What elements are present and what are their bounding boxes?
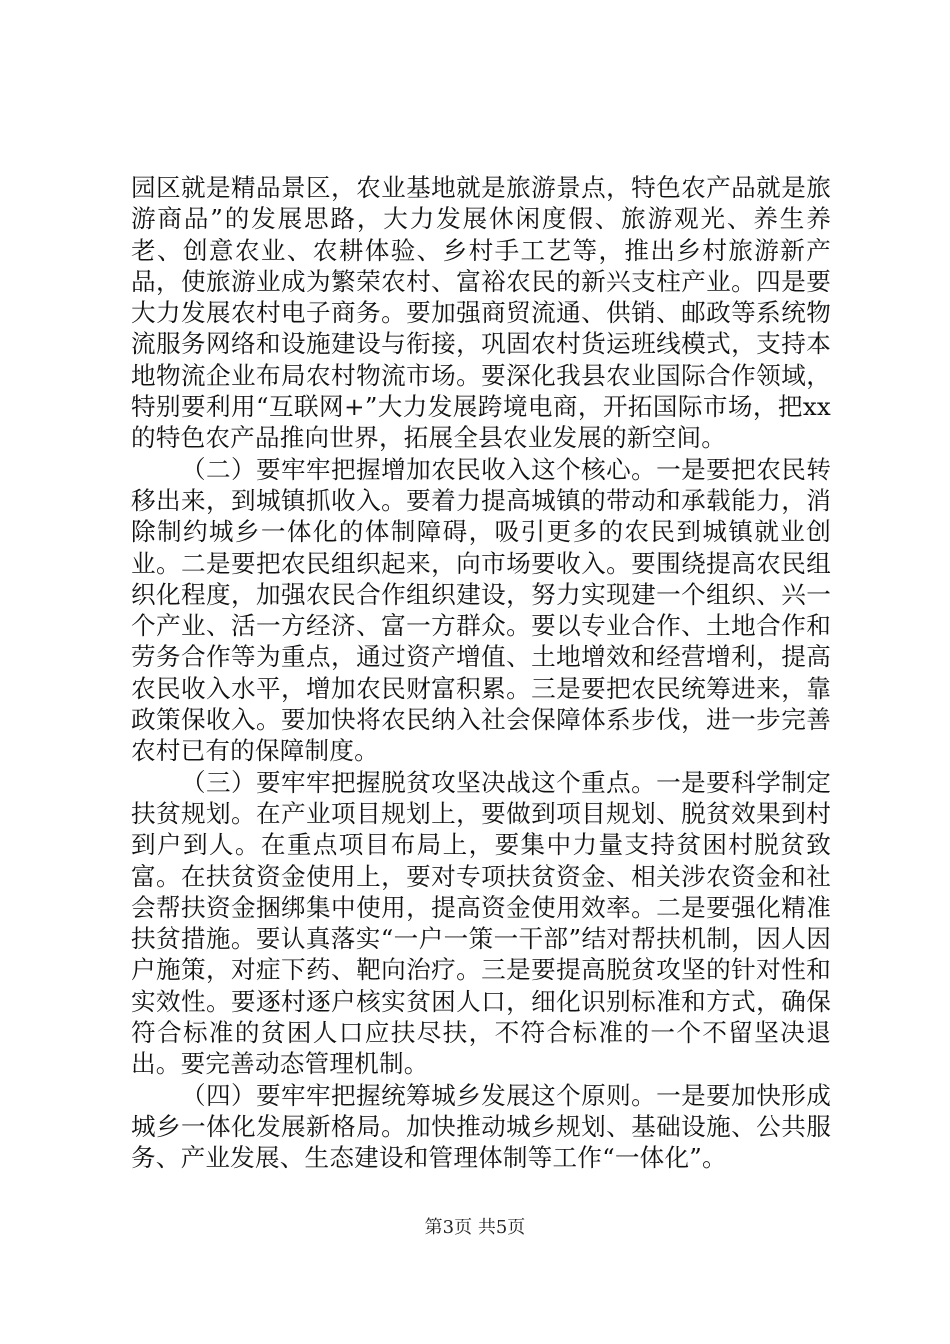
paragraph-4: （四）要牢牢把握统筹城乡发展这个原则。一是要加快形成城乡一体化发展新格局。加快推动城乡规划、基础设施、公共服务、产业发展、生态建设和管理体制等工作“一体化”。	[131, 1080, 831, 1173]
paragraph-3: （三）要牢牢把握脱贫攻坚决战这个重点。一是要科学制定扶贫规划。在产业项目规划上，要做到项目规划、脱贫效果到村到户到人。在重点项目布局上，要集中力量支持贫困村脱贫致富。在扶贫资金使用上，要对专项扶贫资金、相关涉农资金和社会帮扶资金捆绑集中使用，提高资金使用效率。二是要强化精准扶贫措施。要认真落实“一户一策一干部”结对帮扶机制，因人因户施策，对症下药、靶向治疗。三是要提高脱贫攻坚的针对性和实效性。要逐村逐户核实贫困人口，细化识别标准和方式，确保符合标准的贫困人口应扶尽扶，不符合标准的一个不留坚决退出。要完善动态管理机制。	[131, 767, 831, 1079]
paragraph-1: 园区就是精品景区，农业基地就是旅游景点，特色农产品就是旅游商品”的发展思路，大力发展休闲度假、旅游观光、养生养老、创意农业、农耕体验、乡村手工艺等，推出乡村旅游新产品，使旅游业成为繁荣农村、富裕农民的新兴支柱产业。四是要大力发展农村电子商务。要加强商贸流通、供销、邮政等系统物流服务网络和设施建设与衔接，巩固农村货运班线模式，支持本地物流企业布局农村物流市场。要深化我县农业国际合作领域，特别要利用“互联网+”大力发展跨境电商，开拓国际市场，把xx的特色农产品推向世界，拓展全县农业发展的新空间。	[131, 173, 831, 453]
paragraph-2: （二）要牢牢把握增加农民收入这个核心。一是要把农民转移出来，到城镇抓收入。要着力提高城镇的带动和承载能力，消除制约城乡一体化的体制障碍，吸引更多的农民到城镇就业创业。二是要把农民组织起来，向市场要收入。要围绕提高农民组织化程度，加强农民合作组织建设，努力实现建一个组织、兴一个产业、活一方经济、富一方群众。要以专业合作、土地合作和劳务合作等为重点，通过资产增值、土地增效和经营增利，提高农民收入水平，增加农民财富积累。三是要把农民统筹进来，靠政策保收入。要加快将农民纳入社会保障体系步伐，进一步完善农村已有的保障制度。	[131, 454, 831, 766]
document-body	[131, 172, 831, 1174]
page-number-footer: 第3页 共5页	[424, 1217, 526, 1238]
